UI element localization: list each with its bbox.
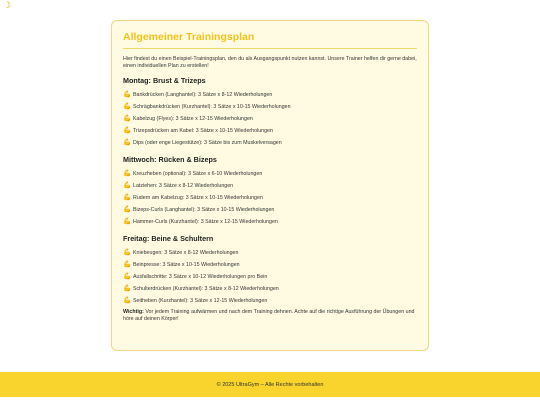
flexed-biceps-icon: 💪	[123, 206, 132, 214]
day-section-friday	[123, 234, 417, 307]
exercise-text: Schulterdrücken (Kurzhantel): 3 Sätze x 8-12 Wiederholungen	[133, 285, 279, 292]
flexed-biceps-icon: 💪	[123, 297, 132, 305]
exercise-text: Kreuzheben (optional): 3 Sätze x 6-10 Wiederholungen	[133, 170, 263, 177]
day-section-wednesday	[123, 155, 417, 228]
list-item	[123, 89, 417, 101]
flexed-biceps-icon: 💪	[123, 218, 132, 226]
exercise-text: Beinpresse: 3 Sätze x 10-15 Wiederholungen	[133, 261, 240, 268]
list-item	[123, 295, 417, 307]
flexed-biceps-icon: 💪	[123, 182, 132, 190]
training-plan-card	[111, 20, 429, 351]
moon-icon: ☽	[3, 0, 12, 10]
list-item	[123, 283, 417, 295]
exercise-text: Rudern am Kabelzug: 3 Sätze x 10-15 Wiederholungen	[133, 194, 263, 201]
exercise-text: Seitheben (Kurzhantel): 3 Sätze x 12-15 Wiederholungen	[133, 297, 268, 304]
day-section-monday	[123, 76, 417, 149]
exercise-text: Latziehen: 3 Sätze x 8-12 Wiederholungen	[133, 182, 234, 189]
day-title: Freitag: Beine & Schultern	[123, 234, 214, 244]
flexed-biceps-icon: 💪	[123, 194, 132, 202]
list-item	[123, 271, 417, 283]
flexed-biceps-icon: 💪	[123, 139, 132, 147]
list-item	[123, 204, 417, 216]
footer	[0, 372, 540, 397]
exercise-text: Schrägbankdrücken (Kurzhantel): 3 Sätze x 10-15 Wiederholungen	[133, 103, 291, 110]
list-item	[123, 113, 417, 125]
note-text: Vor jedem Training aufwärmen und nach dem Training dehnen. Achte auf die richtige Ausführung der Übungen und höre auf deinen Körper!	[123, 309, 415, 323]
list-item	[123, 259, 417, 271]
plan-intro: Hier findest du einen Beispiel-Trainingsplan, den du als Ausgangspunkt nutzen kannst. Unsere Trainer helfen dir gerne dabei, einen individuellen Plan zu erstellen!	[123, 56, 417, 70]
list-item	[123, 101, 417, 113]
footer-copyright: © 2025 UltraGym – Alle Rechte vorbehalten	[216, 381, 324, 388]
exercise-text: Trizepsdrücken am Kabel: 3 Sätze x 10-15 Wiederholungen	[133, 127, 273, 134]
exercise-text: Ausfallschritte: 3 Sätze x 10-12 Wiederholungen pro Bein	[133, 273, 268, 280]
important-note	[123, 309, 417, 323]
list-item	[123, 180, 417, 192]
list-item	[123, 247, 417, 259]
exercise-list	[123, 168, 417, 228]
exercise-text: Bizeps-Curls (Langhantel): 3 Sätze x 10-15 Wiederholungen	[133, 206, 275, 213]
flexed-biceps-icon: 💪	[123, 103, 132, 111]
plan-title: Allgemeiner Trainingsplan	[123, 31, 417, 49]
exercise-list	[123, 247, 417, 307]
list-item	[123, 168, 417, 180]
list-item	[123, 125, 417, 137]
exercise-text: Kniebeugen: 3 Sätze x 8-12 Wiederholungen	[133, 249, 239, 256]
list-item	[123, 192, 417, 204]
day-title: Montag: Brust & Trizeps	[123, 76, 206, 86]
exercise-text: Dips (oder enge Liegestütze): 3 Sätze bis zum Muskelversagen	[133, 139, 282, 146]
day-title: Mittwoch: Rücken & Bizeps	[123, 155, 217, 165]
exercise-text: Bankdrücken (Langhantel): 3 Sätze x 8-12 Wiederholungen	[133, 91, 273, 98]
flexed-biceps-icon: 💪	[123, 115, 132, 123]
flexed-biceps-icon: 💪	[123, 273, 132, 281]
flexed-biceps-icon: 💪	[123, 170, 132, 178]
list-item	[123, 137, 417, 149]
list-item	[123, 216, 417, 228]
flexed-biceps-icon: 💪	[123, 127, 132, 135]
flexed-biceps-icon: 💪	[123, 261, 132, 269]
flexed-biceps-icon: 💪	[123, 91, 132, 99]
flexed-biceps-icon: 💪	[123, 285, 132, 293]
flexed-biceps-icon: 💪	[123, 249, 132, 257]
note-label: Wichtig:	[123, 309, 144, 316]
exercise-text: Hammer-Curls (Kurzhantel): 3 Sätze x 12-15 Wiederholungen	[133, 218, 278, 225]
exercise-list	[123, 89, 417, 149]
exercise-text: Kabelzug (Flyes): 3 Sätze x 12-15 Wiederholungen	[133, 115, 253, 122]
